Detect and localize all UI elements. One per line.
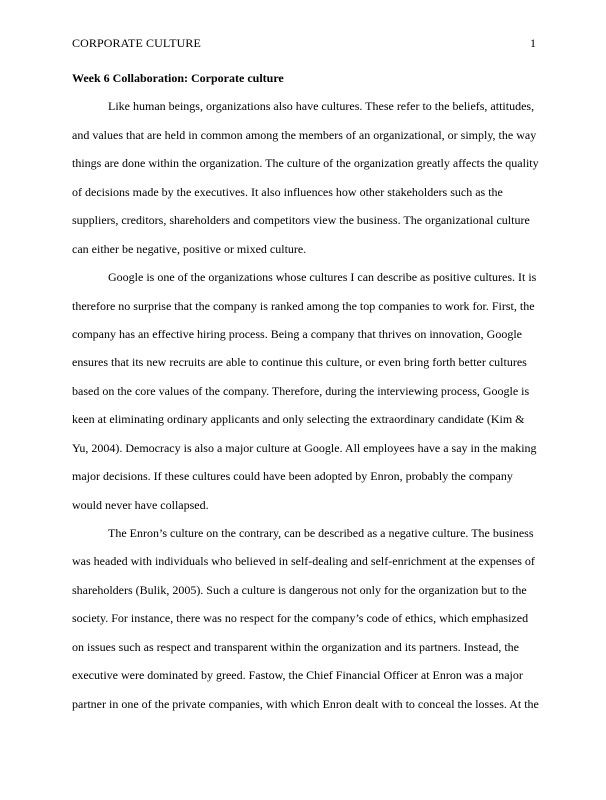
paragraph-line: The Enron’s culture on the contrary, can be described as a negative culture. The business — [108, 526, 534, 540]
paragraph-line: executive were dominated by greed. Fastow, the Chief Financial Officer at Enron was a major — [72, 668, 523, 683]
paragraph-line: major decisions. If these cultures could have been adopted by Enron, probably the company — [72, 469, 513, 484]
paragraph-line: Like human beings, organizations also have cultures. These refer to the beliefs, attitudes, — [108, 99, 535, 114]
paragraph-line: partner in one of the private companies, with which Enron dealt with to conceal the losses. At the — [72, 696, 539, 711]
paragraph-line: Google is one of the organizations whose cultures I can describe as positive cultures. It is — [108, 270, 537, 285]
paragraph-line: society. For instance, there was no respect for the company’s code of ethics, which emphasized — [72, 611, 529, 626]
paragraph-line: shareholders (Bulik, 2005). Such a culture is dangerous not only for the organization but to the — [72, 582, 527, 597]
paragraph-1 — [72, 92, 539, 263]
paragraph-line: would never have collapsed. — [72, 497, 209, 512]
document-body — [72, 64, 539, 718]
paragraph-line: things are done within the organization. The culture of the organization greatly affects the quality — [72, 156, 539, 171]
paragraph-line: was headed with individuals who believed in self-dealing and self-enrichment at the expenses of — [72, 554, 535, 569]
page-number: 1 — [530, 36, 536, 50]
paragraph-3 — [72, 519, 539, 718]
document-title: Week 6 Collaboration: Corporate culture — [72, 71, 284, 85]
paragraph-line: suppliers, creditors, shareholders and competitors view the business. The organizational culture — [72, 213, 530, 228]
running-head: CORPORATE CULTURE — [72, 36, 201, 50]
paragraph-line: Yu, 2004). Democracy is also a major culture at Google. All employees have a say in the making — [72, 440, 537, 455]
paragraph-line: company has an effective hiring process. Being a company that thrives on innovation, Google — [72, 326, 522, 341]
paragraph-2 — [72, 263, 536, 519]
paragraph-line: therefore no surprise that the company is ranked among the top companies to work for. First, the — [72, 298, 535, 313]
paragraph-line: ensures that its new recruits are able to continue this culture, or even bring forth better cultures — [72, 355, 527, 370]
paragraph-line: based on the core values of the company. Therefore, during the interviewing process, Google is — [72, 383, 530, 398]
paragraph-line: keen at eliminating ordinary applicants and only selecting the extraordinary candidate (Kim & — [72, 412, 525, 427]
paragraph-line: on issues such as respect and transparent within the organization and its partners. Instead, the — [72, 639, 519, 654]
paragraph-line: of decisions made by the executives. It also influences how other stakeholders such as the — [72, 184, 503, 199]
paragraph-line: and values that are held in common among the members of an organizational, or simply, the way — [72, 127, 537, 142]
paragraph-line: can either be negative, positive or mixed culture. — [72, 241, 307, 256]
